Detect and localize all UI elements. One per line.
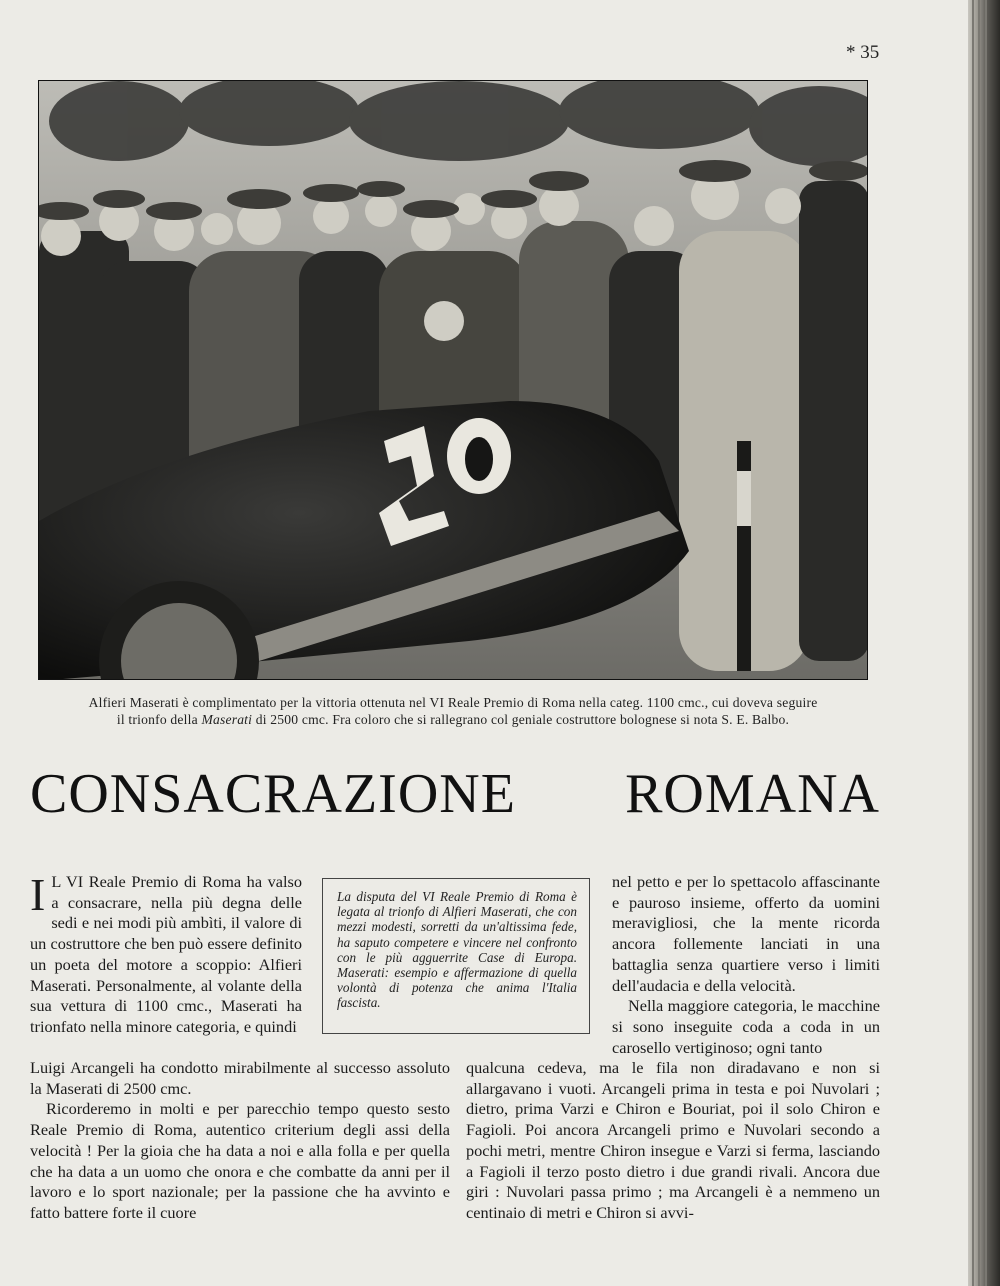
drop-cap: I [30, 869, 46, 920]
paragraph-1-start: L VI Reale Premio di Roma ha valso a consacrare, nella più degna delle sedi e nei modi più ambìti, il valore di un costruttore che ben può essere definito un poeta del motore a scoppio: Alfieri Maserati. Personalmente, al volante della sua vettura di 1100 cmc., Maserati ha trionfato nella minore categoria, e quindi [30, 872, 302, 1036]
headline-word-2: ROMANA [625, 763, 880, 825]
caption-line-2-a: il trionfo della [116, 712, 202, 727]
article-column-left [30, 869, 302, 1038]
photo-caption [38, 694, 868, 728]
book-spine [968, 0, 1000, 1286]
article-lower-right [466, 1058, 880, 1224]
paragraph-1-tail: Luigi Arcangeli ha condotto mirabilmente al successo assoluto la Maserati di 2500 cmc. [30, 1058, 450, 1098]
paragraph-2-end: nel petto e per lo spettacolo affascinante e pauroso insieme, offerto da uomini meravigliosi, che la mente ricorda ancora follemente lanciati in una battaglia senza quartiere verso i limiti dell'audacia e della velocità. [612, 872, 880, 995]
headline-word-1: CONSACRAZIONE [30, 763, 516, 825]
caption-line-2-c: di 2500 cmc. Fra coloro che si rallegrano col geniale costruttore bolognese si nota S. E. Balbo. [252, 712, 790, 727]
pull-quote-box: La disputa del VI Reale Premio di Roma è legata al trionfo di Alfieri Maserati, che con mezzi modesti, sorretti da un'altissima fede, ha saputo competere e vincere nel confronto con le più agguerrite Case di Europa. Maserati: esempio e affermazione di quella volontà di potenza che anima l'Italia fascista. [322, 878, 590, 1034]
article-lower-left [30, 1058, 450, 1224]
caption-maserati-italic: Maserati [201, 712, 253, 727]
article-headline [30, 762, 880, 826]
paragraph-3-start: Nella maggiore categoria, le macchine si sono inseguite coda a coda in un carosello vertiginoso; ogni tanto [612, 996, 880, 1057]
caption-line-1: Alfieri Maserati è complimentato per la vittoria ottenuta nel VI Reale Premio di Roma nella categ. 1100 cmc., cui doveva seguire [88, 695, 818, 710]
article-column-right [612, 872, 880, 1058]
caption-line-2 [38, 711, 868, 728]
photo-illustration [39, 81, 868, 680]
paragraph-2: Ricorderemo in molti e per parecchio tempo questo sesto Reale Premio di Roma, autentico criterium degli assi della velocità ! Per la gioia che ha data a noi e alla folla e per quella che ha data a un uomo che onora e che combatte da anni per il lavoro e lo sport nazionale; per la passione che ha avvinto e fatto battere forte il cuore [30, 1099, 450, 1222]
race-photo [38, 80, 868, 680]
paragraph-3-tail: qualcuna cedeva, ma le fila non diradavano e non si allargavano i vuoti. Arcangeli prima in testa e poi Nuvolari ; dietro, prima Varzi e Chiron e Bouriat, poi il solo Chiron e Fagioli. Poi ancora Arcangeli primo e Nuvolari secondo a pochi metri, mentre Chiron insegue e Varzi si ferma, lasciando a Fagioli il terzo posto dietro i due grandi rivali. Ancora due giri : Nuvolari passa primo ; ma Arcangeli è a nemmeno un centinaio di metri e Chiron si avvi- [466, 1058, 880, 1222]
page-number: * 35 [846, 42, 880, 63]
